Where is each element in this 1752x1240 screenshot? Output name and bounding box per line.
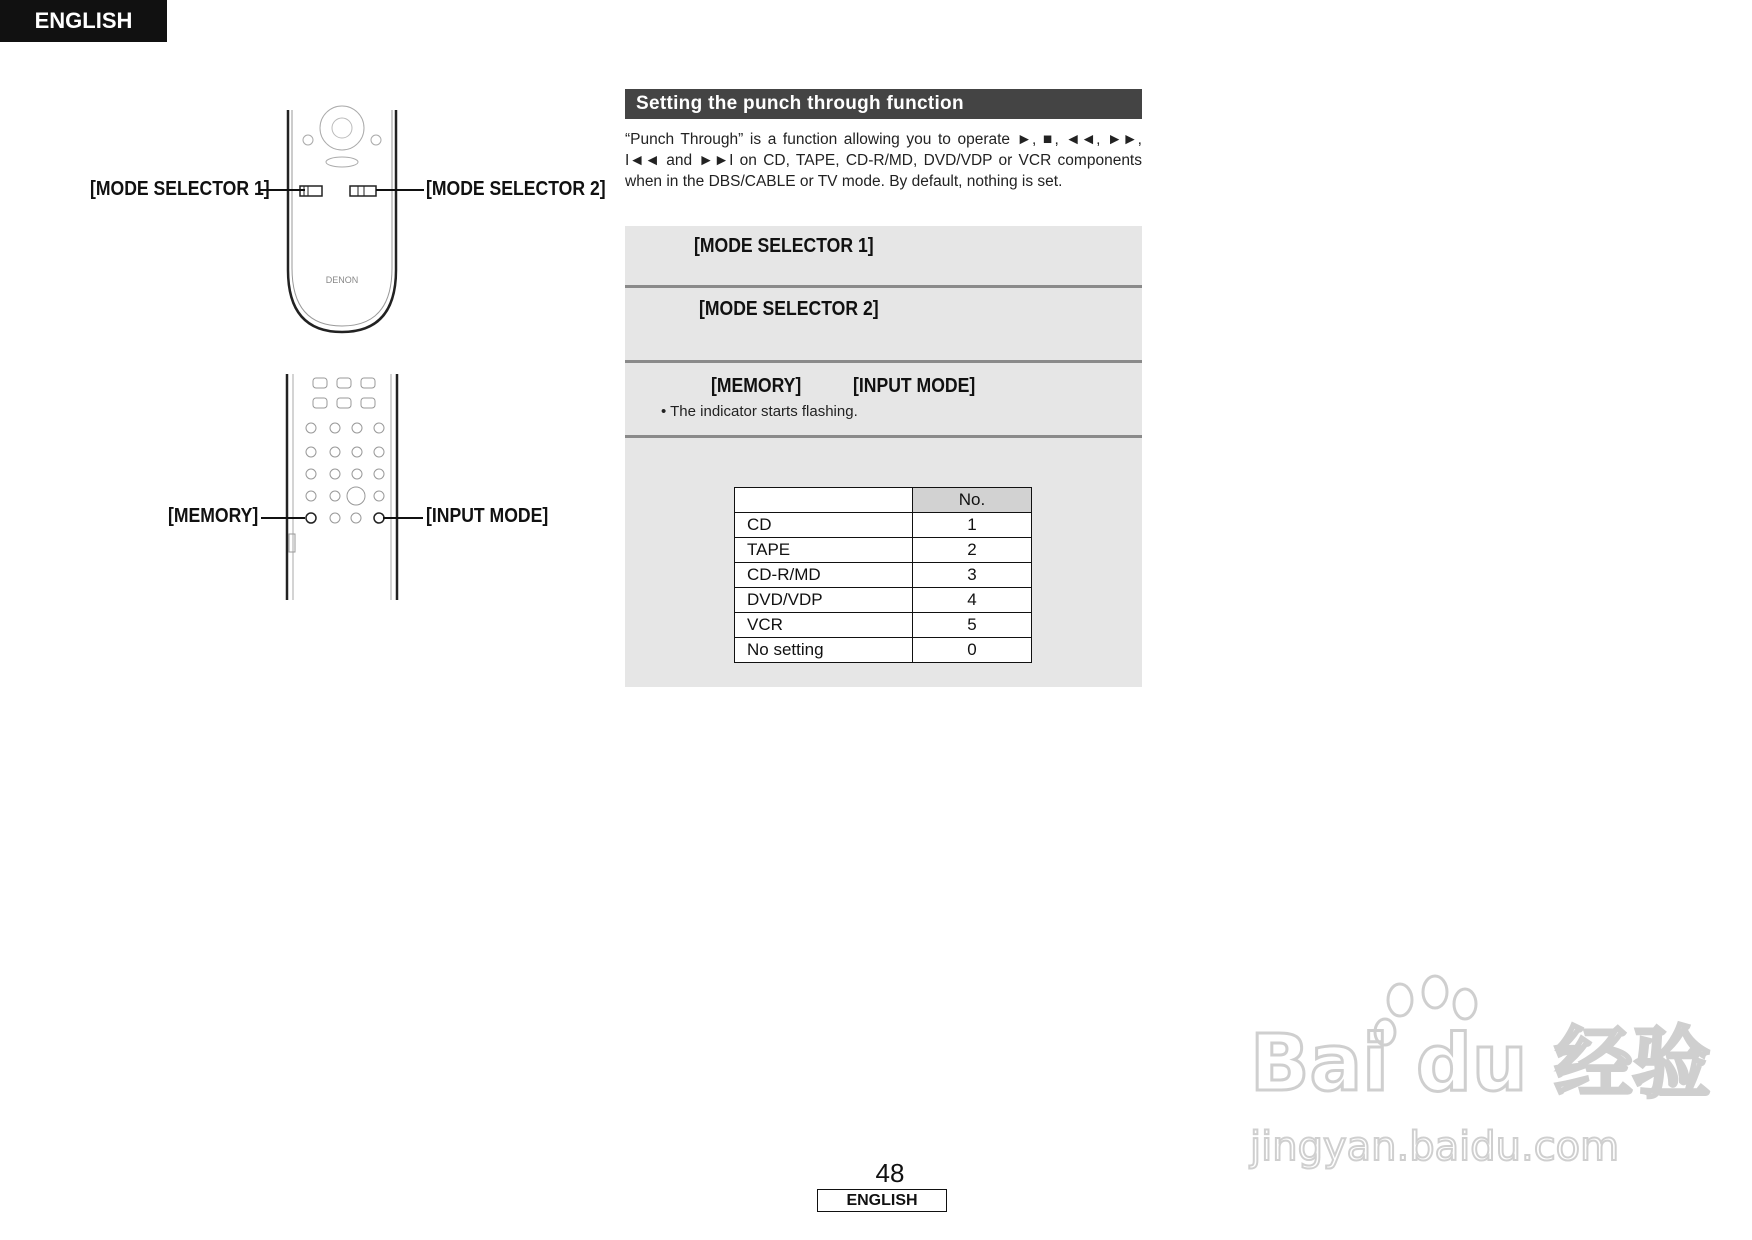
- table-cell-name: CD-R/MD: [735, 563, 913, 588]
- table-cell-no: 0: [913, 638, 1032, 663]
- section-title: Setting the punch through function: [625, 89, 1142, 119]
- table-cell-no: 3: [913, 563, 1032, 588]
- table-cell-no: 2: [913, 538, 1032, 563]
- callout-line-input-mode: [383, 516, 423, 520]
- table-cell-name: VCR: [735, 613, 913, 638]
- table-row: [735, 638, 1032, 663]
- table-cell-no: 1: [913, 513, 1032, 538]
- table-row: [735, 613, 1032, 638]
- remote-illustration-top: [280, 110, 405, 335]
- watermark-url: jingyan.baidu.com: [1250, 1124, 1620, 1170]
- footer-language-box: ENGLISH: [817, 1189, 947, 1212]
- step-2: [625, 288, 1142, 363]
- intro-paragraph: “Punch Through” is a function allowing you to operate ►, ■, ◄◄, ►►, I◄◄ and ►►I on CD, TAPE, CD-R/MD, DVD/VDP or VCR components when in the DBS/CABLE or TV mode. By default, nothing is set.: [625, 131, 1142, 190]
- page-number: 48: [875, 1158, 905, 1188]
- table-cell-name: No setting: [735, 638, 913, 663]
- baidu-watermark: [1250, 980, 1711, 1180]
- remote-brand: DENON: [325, 275, 359, 285]
- table-header-row: [735, 488, 1032, 513]
- step-3-note: • The indicator starts flashing.: [661, 403, 858, 420]
- step-2-label: [MODE SELECTOR 2]: [699, 298, 879, 320]
- callout-memory: [MEMORY]: [168, 505, 259, 527]
- step-3: [625, 363, 1142, 438]
- table-header-name: [735, 488, 913, 513]
- step-1-label: [MODE SELECTOR 1]: [694, 235, 874, 257]
- callout-line-memory: [261, 516, 305, 520]
- table-header-no: No.: [913, 488, 1032, 513]
- callout-input-mode: [INPUT MODE]: [426, 505, 549, 527]
- table-cell-name: CD: [735, 513, 913, 538]
- callout-mode-selector-1: [MODE SELECTOR 1]: [90, 178, 270, 200]
- remote-illustration-bottom: [283, 374, 403, 600]
- language-tab: ENGLISH: [0, 0, 167, 42]
- step-3-label-input-mode: [INPUT MODE]: [853, 375, 976, 397]
- callout-line-mode2: [376, 188, 424, 192]
- watermark-brand: Bai du 经验: [1250, 1019, 1711, 1109]
- table-row: [735, 513, 1032, 538]
- table-cell-name: TAPE: [735, 538, 913, 563]
- punch-through-table: [734, 487, 1032, 663]
- step-3-label-memory: [MEMORY]: [711, 375, 802, 397]
- table-row: [735, 538, 1032, 563]
- callout-mode-selector-2: [MODE SELECTOR 2]: [426, 178, 606, 200]
- table-cell-no: 4: [913, 588, 1032, 613]
- table-row: [735, 588, 1032, 613]
- table-cell-no: 5: [913, 613, 1032, 638]
- table-cell-name: DVD/VDP: [735, 588, 913, 613]
- step-1: [625, 226, 1142, 288]
- table-row: [735, 563, 1032, 588]
